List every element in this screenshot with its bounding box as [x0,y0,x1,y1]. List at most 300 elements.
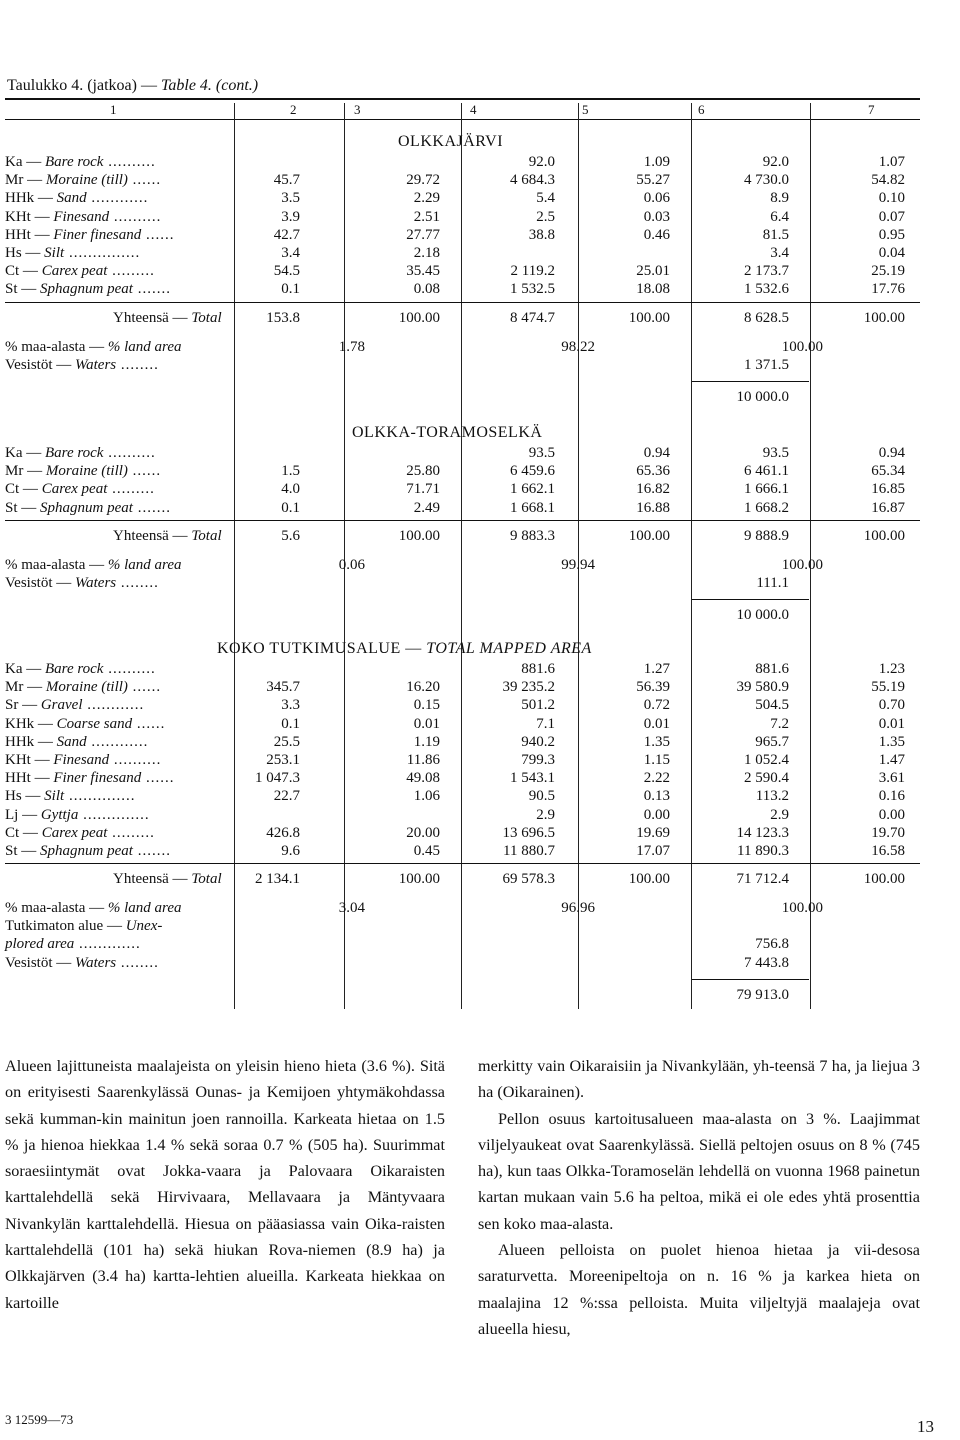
table-cell: 881.6 [755,661,789,677]
row-label-en: Moraine (till) [45,679,128,696]
colnum-1: 1 [110,102,117,117]
table-cell: 81.5 [762,226,789,243]
header-rule [5,119,920,120]
table-cell: 11 880.7 [503,843,555,859]
table-cell: 100.00 [628,871,670,888]
table-cell: 8 474.7 [510,309,555,326]
table-cell: 3.04 [338,900,365,917]
table-cell: 65.36 [636,463,670,480]
table-cell: 93.5 [762,445,789,461]
table-cell: 69 578.3 [502,871,555,888]
table-cell: 1 371.5 [744,356,789,373]
table-cell: 2.22 [643,770,670,787]
row-label-dots: .......... [103,661,156,677]
table-cell: 1.15 [643,752,670,768]
row-label-en: Unex- [125,918,163,935]
row-label-fi: HHt — [5,226,50,243]
table-cell: 1.35 [878,733,905,750]
row-label [5,716,165,733]
row-label-en: Finer finesand [53,770,142,787]
colnum-7: 7 [868,102,875,117]
table-cell: 0.15 [413,697,440,714]
row-label-en: Moraine (till) [45,172,128,189]
table-cell: 3.5 [281,190,300,207]
colnum-3: 3 [354,102,361,117]
table-cell: 0.16 [878,788,905,805]
row-label-en: Carex peat [41,824,108,841]
total-label [113,871,222,888]
paragraph: Pellon osuus kartoitusalueen maa-alasta on 3 %. Laajimmat viljelyaukeat ovat Saarenkylässä. Siellä peltojen osuus on 8 % (745 ha), kun taas Olkka-Toramoselän lehdellä on vuonna 1968 painetun kartan mukaan vain 5.6 ha peltoa, mikä ei ole edes yhtä prosenttia sen koko maa-alasta. [478,1109,920,1233]
row-label [5,807,150,824]
table-cell: 19.69 [636,824,670,841]
table-cell: 5.4 [536,190,555,207]
table-cell: 96.96 [561,900,595,917]
table-cell: 0.01 [413,715,440,732]
table-cell: 42.7 [273,226,300,243]
table-cell: 39 580.9 [736,679,789,696]
colnum-4: 4 [470,102,477,117]
caption-italic: Table 4. (cont.) [160,77,259,94]
table-cell: 940.2 [521,733,555,750]
page-number: 13 [917,1417,934,1436]
total-label-en: Total [191,871,222,888]
table-cell: 93.5 [528,445,555,461]
row-label-dots: ...... [141,226,175,243]
row-label [5,190,148,207]
row-label [5,734,148,751]
table-cell: 0.01 [878,715,905,732]
table-cell: 45.7 [273,172,300,189]
row-label-en: Finesand [53,208,110,225]
row-label-fi: Tutkimaton alue — [5,918,122,935]
row-label-fi: Mr — [5,172,43,189]
row-label-fi: Hs — [5,245,41,261]
section-title-en: TOTAL MAPPED AREA [426,640,592,657]
table-cell: 17.07 [636,843,670,859]
table-cell: 6.4 [770,208,789,225]
table-caption [7,77,258,95]
row-label [5,661,156,678]
row-label-dots: ...... [132,715,166,732]
table-cell: 1 662.1 [510,481,555,498]
table-cell: 10 000.0 [736,607,789,623]
row-label-fi: Ka — [5,154,42,170]
table-cell: 1.47 [878,752,905,768]
row-label-en: Sand [56,190,87,207]
table-cell: 29.72 [406,172,440,189]
land-label-fi: % maa-alasta — [5,556,105,573]
table-cell: 3.4 [281,245,300,261]
table-cell: 10 000.0 [736,388,789,405]
row-label-dots: .......... [103,445,156,461]
table-cell: 1 532.5 [510,281,555,298]
table-cell: 2.49 [413,499,440,516]
row-label-dots: ....... [132,843,171,859]
row-label-fi: St — [5,843,37,859]
table-cell: 9 883.3 [510,527,555,544]
table-cell: 16.20 [406,679,440,696]
table-rule [692,381,809,382]
table-cell: 0.03 [643,208,670,225]
row-label-dots: ...... [127,172,162,189]
table-cell: 0.1 [281,715,300,732]
row-label [5,575,159,592]
table-cell: 0.01 [643,715,670,732]
total-label [113,528,222,545]
table-cell: 153.8 [266,309,300,326]
table-cell: 71 712.4 [736,871,789,888]
row-label-fi: Vesistöt — [5,954,72,971]
table-cell: 0.1 [281,281,300,298]
table-cell: 111.1 [756,574,789,591]
table-cell: 1 668.1 [510,499,555,516]
row-label-fi: Mr — [5,679,43,696]
table-cell: 16.87 [871,499,905,516]
table-rule [5,520,920,521]
body-text-left [5,1053,445,1316]
total-label-fi: Yhteensä — [113,527,188,544]
total-label-fi: Yhteensä — [113,309,188,326]
row-label [5,481,155,498]
table-cell: 71.71 [406,481,440,498]
row-label-en: Sphagnum peat [40,843,133,859]
row-label-dots: .......... [109,752,162,768]
table-cell: 16.88 [636,499,670,516]
land-label-en: % land area [107,900,182,917]
table-cell: 17.76 [871,281,905,298]
row-label-dots: .......... [103,154,156,170]
row-label-en: Silt [44,788,65,805]
table-cell: 65.34 [871,463,905,480]
table-cell: 2.9 [536,806,555,823]
land-label-fi: % maa-alasta — [5,900,105,917]
table-cell: 100.00 [398,871,440,888]
row-label [5,172,161,189]
table-cell: 756.8 [755,936,789,953]
colnum-5: 5 [582,102,589,117]
table-cell: 16.58 [871,843,905,859]
table-cell: 92.0 [528,154,555,170]
total-label-en: Total [191,527,222,544]
paragraph: Alueen lajittuneista maalajeista on yleisin hieno hieta (3.6 %). Sitä on erityisesti Saarenkylässä Ounas- ja Kemijoen yhtymäkohdassa sekä kumman-kin mainitun joen rannoilla. Karkeata hietaa on 1.5 % ja hienoa hiekkaa 1.4 % sekä soraa 0.7 % (505 ha). Suurimmat soraesiintymät ovat Jokka-vaara ja Palovaara Oikaraisten karttalehdellä sekä Hirvivaara, Mellavaara ja Mäntyvaara Nivankylän karttalehdellä. Hiesua on pääasiassa vain Oika-raisten karttalehdellä (101 ha) sekä hiukan Rova-niemen (8.9 ha) ja Olkkajärven (3.4 ha) kartta-lehtien alueilla. Karkeata hiekkaa on kartoille [5,1057,445,1312]
table-cell: 25.01 [636,263,670,280]
row-label-en: Waters [75,356,117,373]
table-cell: 1 668.2 [744,499,789,516]
table-cell: 0.06 [643,190,670,207]
table-cell: 1.78 [338,338,365,355]
table-cell: 0.70 [878,697,905,714]
land-label-en: % land area [107,556,182,573]
row-label-dots: ....... [132,499,171,516]
table-cell: 501.2 [521,697,555,714]
table-cell: 2 134.1 [255,871,300,888]
row-label [5,843,171,860]
col-sep [461,103,462,1009]
table-cell: 2 173.7 [744,263,789,280]
table-cell: 0.07 [878,208,905,225]
table-cell: 25.80 [406,463,440,480]
land-label-fi: % maa-alasta — [5,338,105,355]
row-label [5,357,159,374]
table-cell: 100.00 [628,309,670,326]
table-cell: 1 052.4 [744,752,789,768]
row-label-fi: St — [5,499,37,516]
table-cell: 881.6 [521,661,555,677]
row-label-en: plored area [5,936,75,953]
table-cell: 0.1 [281,499,300,516]
row-label-dots: ......... [107,263,155,280]
table-cell: 113.2 [755,788,789,805]
table-cell: 5.6 [281,527,300,544]
row-label [5,788,135,805]
table-cell: 0.08 [413,281,440,298]
row-label-fi: Vesistöt — [5,356,72,373]
row-label [5,463,161,480]
row-label-en: Finesand [53,752,110,768]
row-label-dots: ............ [86,190,149,207]
row-label [5,770,175,787]
table-cell: 11 890.3 [737,843,789,859]
row-label-fi: Hs — [5,788,41,805]
table-cell: 100.00 [781,556,823,573]
table-cell: 11.86 [406,752,440,768]
land-label-en: % land area [107,338,182,355]
row-label [5,697,144,714]
table-cell: 6 459.6 [510,463,555,480]
row-label [5,679,161,696]
row-label-en: Silt [44,245,65,261]
table-rule [692,599,809,600]
table-cell: 100.00 [863,309,905,326]
col-sep [234,103,235,1009]
table-cell: 22.7 [273,788,300,805]
table-cell: 0.00 [643,806,670,823]
row-label-fi: Ka — [5,445,42,461]
table-cell: 1.35 [643,733,670,750]
row-label-dots: .......... [109,208,162,225]
row-label-dots: .............. [78,806,150,823]
row-label-fi: Ka — [5,661,42,677]
table-cell: 1 543.1 [510,770,555,787]
table-cell: 2.5 [536,208,555,225]
table-cell: 4 684.3 [510,172,555,189]
table-cell: 7 443.8 [744,954,789,971]
row-label-fi: Lj — [5,806,38,823]
print-code: 3 12599—73 [5,1412,74,1427]
row-label-fi: Sr — [5,697,38,714]
table-cell: 2.29 [413,190,440,207]
table-cell: 98.22 [561,338,595,355]
row-label-en: Bare rock [45,154,104,170]
row-label-en: Finer finesand [53,226,142,243]
table-cell: 38.8 [528,226,555,243]
table-cell: 16.85 [871,481,905,498]
row-label-fi: KHt — [5,752,50,768]
table-cell: 27.77 [406,226,440,243]
row-label-dots: ............... [64,245,141,261]
section-title [217,640,592,658]
row-label-dots: ............. [74,936,141,953]
table-cell: 90.5 [528,788,555,805]
table-cell: 35.45 [406,263,440,280]
table-cell: 1.09 [643,154,670,170]
table-cell: 39 235.2 [502,679,555,696]
table-cell: 9.6 [281,843,300,859]
colnum-6: 6 [698,102,705,117]
table-cell: 7.1 [536,715,555,732]
row-label-fi: HHk — [5,190,53,207]
table-cell: 8 628.5 [744,309,789,326]
row-label-dots: .............. [64,788,136,805]
caption-prefix: Taulukko 4. (jatkoa) — [7,77,157,94]
row-label-en: Gyttja [40,806,79,823]
row-label-fi: HHt — [5,770,50,787]
row-label-fi: Vesistöt — [5,574,72,591]
table-cell: 1.06 [413,788,440,805]
row-label-dots: ........ [116,954,159,971]
table-cell: 0.72 [643,697,670,714]
table-cell: 0.06 [338,556,365,573]
row-label-fi: HHk — [5,733,53,750]
row-label-fi: Ct — [5,481,38,498]
table-cell: 0.10 [878,190,905,207]
row-label-en: Bare rock [45,445,104,461]
table-cell: 16.82 [636,481,670,498]
table-cell: 1.07 [878,154,905,170]
table-cell: 55.27 [636,172,670,189]
row-label-fi: St — [5,281,37,298]
table-cell: 100.00 [781,338,823,355]
col-sep [691,103,692,1009]
table-cell: 2 119.2 [510,263,555,280]
table-cell: 100.00 [628,527,670,544]
table-cell: 25.19 [871,263,905,280]
table-cell: 99.94 [561,556,595,573]
row-label-en: Bare rock [45,661,104,677]
table-cell: 2.9 [770,806,789,823]
row-label [5,752,161,769]
table-cell: 0.46 [643,226,670,243]
table-cell: 1 666.1 [744,481,789,498]
row-label [5,918,162,935]
table-cell: 3.4 [770,245,789,261]
row-label-dots: ...... [127,679,162,696]
row-label-en: Carex peat [41,481,108,498]
table-cell: 0.00 [878,806,905,823]
body-text-right [478,1053,920,1342]
table-cell: 20.00 [406,824,440,841]
row-label-dots: ........ [116,356,159,373]
table-cell: 4 730.0 [744,172,789,189]
table-cell: 1.23 [878,661,905,677]
table-cell: 0.94 [878,445,905,461]
table-cell: 19.70 [871,824,905,841]
row-label-en: Carex peat [41,263,108,280]
row-label [5,154,156,171]
table-rule [5,863,920,864]
row-label-en: Coarse sand [56,715,133,732]
row-label [5,500,171,517]
table-cell: 100.00 [863,527,905,544]
table-cell: 54.5 [273,263,300,280]
section-title-fi: KOKO TUTKIMUSALUE — [217,640,422,657]
paragraph: merkitty vain Oikaraisiin ja Nivankylään, yh-teensä 7 ha, ja liejua 3 ha (Oikarainen). [478,1057,920,1102]
row-label-fi: Ct — [5,824,38,841]
table-cell: 1.19 [413,733,440,750]
row-label-en: Waters [75,574,117,591]
table-cell: 13 696.5 [502,824,555,841]
row-label [5,445,156,462]
table-cell: 1 047.3 [255,770,300,787]
row-label [5,936,141,953]
table-cell: 1.5 [281,463,300,480]
row-label-en: Gravel [40,697,83,714]
table-rule [5,302,920,303]
table-cell: 0.94 [643,445,670,461]
land-area-label [5,557,181,574]
table-cell: 14 123.3 [736,824,789,841]
table-cell: 49.08 [406,770,440,787]
table-cell: 0.04 [878,245,905,261]
total-label-fi: Yhteensä — [113,871,188,888]
row-label-en: Sand [56,733,87,750]
table-cell: 253.1 [266,752,300,768]
row-label-fi: KHk — [5,715,53,732]
row-label-en: Sphagnum peat [40,499,133,516]
table-cell: 3.3 [281,697,300,714]
row-label-fi: KHt — [5,208,50,225]
row-label-dots: ....... [132,281,171,298]
table-cell: 100.00 [398,527,440,544]
row-label-en: Waters [75,954,117,971]
table-cell: 0.13 [643,788,670,805]
table-cell: 25.5 [273,733,300,750]
table-cell: 345.7 [266,679,300,696]
row-label [5,955,159,972]
total-label-en: Total [191,309,222,326]
row-label-dots: ...... [127,463,162,480]
row-label [5,263,155,280]
table-cell: 1.27 [643,661,670,677]
row-label [5,227,175,244]
table-cell: 3.61 [878,770,905,787]
table-cell: 100.00 [781,900,823,917]
table-cell: 7.2 [770,715,789,732]
colnum-2: 2 [290,102,297,117]
section-title: OLKKAJÄRVI [398,133,504,150]
land-area-label [5,339,181,356]
table-cell: 8.9 [770,190,789,207]
table-cell: 54.82 [871,172,905,189]
table-cell: 504.5 [755,697,789,714]
row-label-dots: ............ [86,733,149,750]
table-cell: 79 913.0 [736,986,789,1003]
table-cell: 2 590.4 [744,770,789,787]
table-cell: 1 532.6 [744,281,789,298]
section-title: OLKKA-TORAMOSELKÄ [352,424,543,441]
total-label [113,310,222,327]
table-cell: 6 461.1 [744,463,789,480]
row-label-dots: ........ [116,574,159,591]
table-cell: 100.00 [398,309,440,326]
table-top-rule [5,98,920,100]
table-cell: 9 888.9 [744,527,789,544]
table-cell: 426.8 [266,824,300,841]
table-cell: 2.18 [413,245,440,261]
table-cell: 3.9 [281,208,300,225]
table-cell: 0.95 [878,226,905,243]
table-cell: 0.45 [413,843,440,859]
